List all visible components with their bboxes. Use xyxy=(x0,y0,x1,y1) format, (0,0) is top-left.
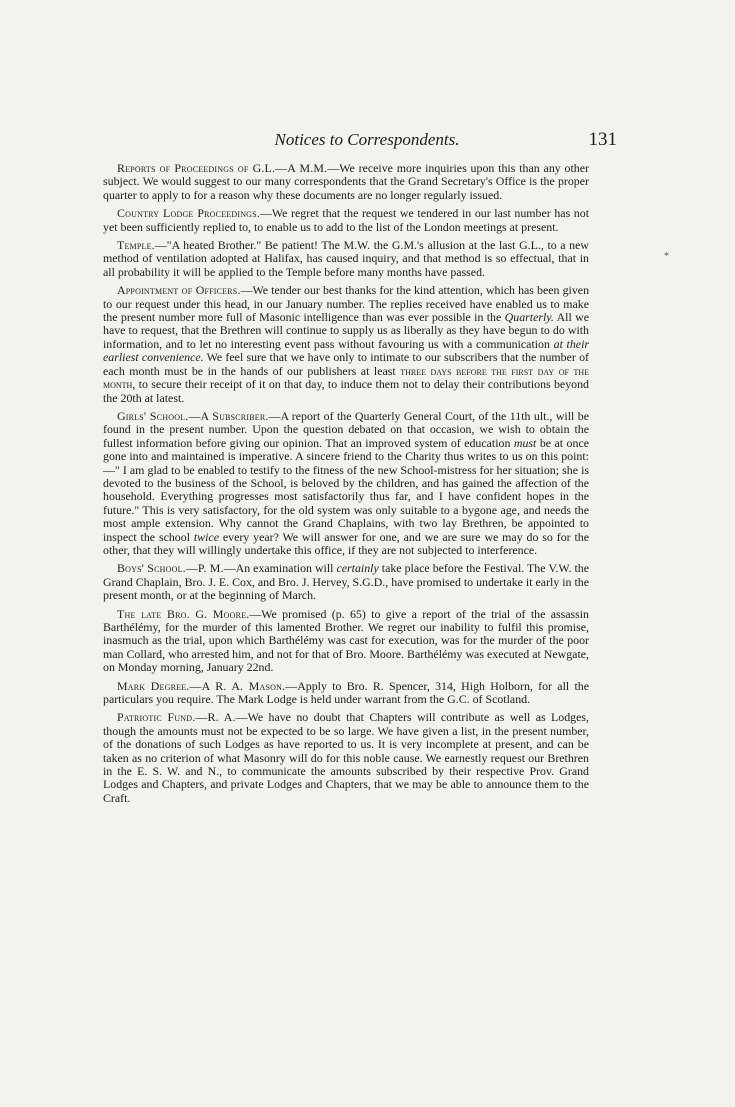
notice-emphasis: must xyxy=(513,435,537,450)
notice-heading: Reports of Proceedings of G.L.—A M.M. xyxy=(117,161,328,175)
notice-text: —We have no doubt that Chapters will contribute as well as Lodges, though the amounts must not be expected to be so large. We have given a list, in the present number, of the donations of such Lodges as have reported to us. It is very incomplete at present, and can be taken as no criterion of what Masonry will do for this noble cause. We earnestly request our Brethren in the E. S. W. and N., to communicate the amounts subscribed by their respective Prov. Grand Lodges and Chapters, and private Lodges and Chapters, that we may be able to announce them to the Craft. xyxy=(103,710,589,805)
notice-text: —We receive more inquiries upon this than any other subject. We would suggest to our many correspondents that the Grand Secretary's Office is the proper quarter to apply to for a reason why these documents are no longer regularly issued. xyxy=(103,161,589,202)
notice-emphasis: certainly xyxy=(336,561,379,576)
notice-small-caps: three days before the first day of the month, xyxy=(103,363,589,392)
notice-text: —Apply to Bro. R. Spencer, 314, High Holborn, for all the particulars you require. The Mark Lodge is held under warrant from the G.C. of Scotland. xyxy=(103,678,589,707)
notice-emphasis: twice xyxy=(193,529,219,544)
notice-text: —A report of the Quarterly General Court, of the 11th ult., will be found in the present number. Upon the question debated on that occasion, we wish to obtain the fullest information before giving our opinion. That an improved system of education xyxy=(103,408,589,450)
notice-emphasis: Quarterly. xyxy=(504,310,554,325)
notice-heading: Appointment of Officers. xyxy=(117,283,241,298)
notice-patriotic-fund xyxy=(103,711,589,805)
notice-emphasis: at their earliest convenience. xyxy=(103,336,590,365)
notice-heading: The late Bro. G. Moore. xyxy=(117,606,250,621)
notice-text: —An examination will xyxy=(223,561,337,576)
notice-text: every year? We will answer for one, and we are sure we may do so for the other, that they will willingly undertake this office, if they are not subjected to interference. xyxy=(103,529,589,557)
running-title: Notices to Correspondents. xyxy=(274,130,460,149)
notice-heading: Boys' School.—P. M. xyxy=(117,561,224,576)
notice-heading: Country Lodge Proceedings. xyxy=(117,206,260,221)
notice-country-lodge-proceedings xyxy=(103,207,589,234)
notice-temple xyxy=(103,239,589,279)
notice-text: to secure their receipt of it on that day, to induce them not to delay their contributions beyond the 20th at latest. xyxy=(103,377,589,405)
notice-text: be at once gone into and maintained is imperative. A sincere friend to the Charity thus writes to us on this point:—" I am glad to be enabled to testify to the fitness of the new School-mistress for her situation; she is devoted to the business of the School, is beloved by the children, and has gained the affection of the household. Everything progresses most satisfactorily thus far, and I have confident hopes in the future." This is very satisfactory, for the old system was only suitable to a bygone age, and needs the most ample extension. Why cannot the Grand Chaplains, with two lay Brethren, be appointed to inspect the school xyxy=(103,435,590,544)
notice-heading: Patriotic Fund.—R. A. xyxy=(117,710,236,725)
notice-text: —We regret that the request we tendered in our last number has not yet been sufficiently replied to, to enable us to add to the list of the London meetings at present. xyxy=(103,206,590,234)
notice-reports-of-proceedings xyxy=(103,162,589,202)
notice-girls-school xyxy=(103,410,589,557)
notice-heading: Mark Degree.—A R. A. Mason. xyxy=(117,678,286,693)
notice-appointment-of-officers xyxy=(103,284,589,405)
notice-heading: Girls' School.—A Subscriber. xyxy=(117,408,269,423)
notice-mark-degree xyxy=(103,680,589,707)
notice-text: —We promised (p. 65) to give a report of the trial of the assassin Barthélémy, for the murder of this lamented Brother. We regret our inability to fulfil this promise, inasmuch as the trial, upon which Barthélémy was cast for execution, was for the murder of the poor man Collard, who arrested him, and not for that of Bro. Moore. Barthélémy was executed at Newgate, on Monday morning, January 22nd. xyxy=(103,606,590,675)
notice-heading: Temple. xyxy=(117,238,155,253)
notice-text: —We tender our best thanks for the kind attention, which has been given to our request under this head, in our January number. The replies received have enabled us to make the present number more full of Masonic intelligence than was ever possible in the xyxy=(103,283,590,325)
running-head xyxy=(117,130,617,152)
notice-text: take place before the Festival. The V.W. the Grand Chaplain, Bro. J. E. Cox, and Bro. J. Hervey, S.G.D., have promised to undertake it early in the present month, or at the beginning of March. xyxy=(103,561,589,603)
body-text xyxy=(103,162,589,805)
notice-text: We feel sure that we have only to intimate to our subscribers that the number of each month must be in the hands of our publishers at least xyxy=(103,350,589,378)
notice-text: All we have to request, that the Brethren will continue to supply us as liberally as they have begun to do with information, and to let no interesting event pass without favouring us with a communication xyxy=(103,310,589,351)
notice-boys-school xyxy=(103,562,589,602)
notice-the-late-bro-moore xyxy=(103,608,589,675)
page-number: 131 xyxy=(588,129,617,150)
notice-text: —"A heated Brother." Be patient! The M.W. the G.M.'s allusion at the last G.L., to a new method of ventilation adopted at Halifax, has caused inquiry, and that method is so effectual, that in all probability it will be applied to the Temple before many months have passed. xyxy=(103,238,589,279)
margin-mark: * xyxy=(664,251,669,262)
